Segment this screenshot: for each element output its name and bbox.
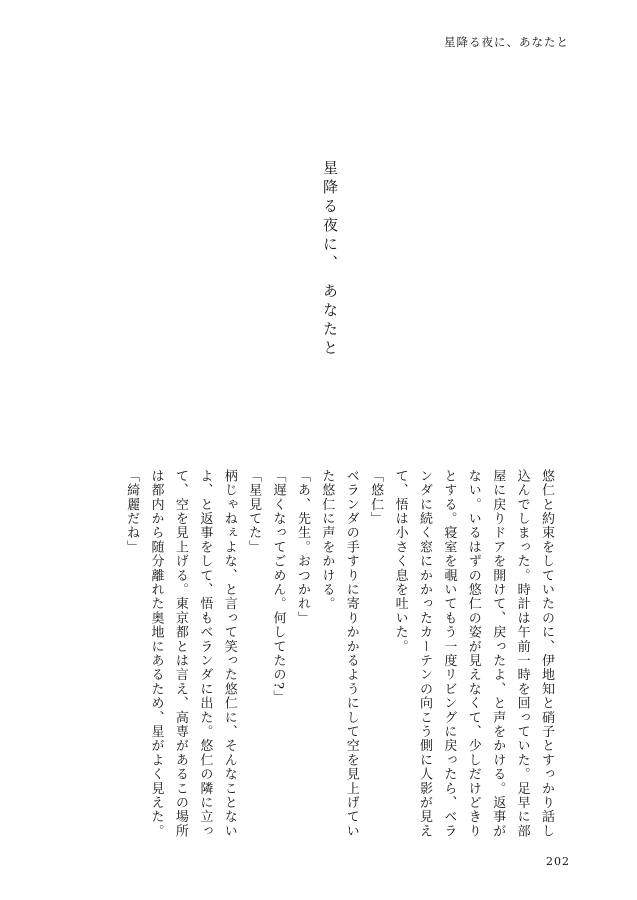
dialogue-line: 「遅くなってごめん。何してたの?」	[270, 469, 286, 705]
page-number: 202	[546, 855, 570, 868]
paragraph: ベランダの手すりに寄りかかるようにして空を見上げていた悠仁に声をかける。	[319, 469, 359, 839]
paragraph: 柄じゃねぇよな、と言って笑った悠仁に、そんなことないよ、と返事をして、悟もベランダに出た。悠仁の隣に立って、空を見上げる。東京都とは言え、高専があるこの場所は都内から随分離れた奥地にあるため、星がよく見えた。	[148, 469, 237, 839]
dialogue-line: 「あ、先生。おつかれ」	[294, 469, 310, 626]
dialogue-line: 「悠仁」	[368, 469, 384, 526]
body-text	[100, 469, 558, 849]
dialogue-line: 「星見てた」	[246, 469, 262, 555]
paragraph: 悠仁と約束をしていたのに、伊地知と硝子とすっかり話し込んでしまった。時計は午前一時を回っていた。足早に部屋に戻りドアを開けて、戻ったよ、と声をかける。返事がない。いるはずの悠仁の姿が見えなくて、少しだけどきりとする。寝室を覗いてもう一度リビングに戻ったら、ベランダに続く窓にかかったカーテンの向こう側に人影が見えて、悟は小さく息を吐いた。	[392, 469, 554, 839]
running-header: 星降る夜に、あなたと	[444, 35, 569, 49]
dialogue-line: 「綺麗だね」	[124, 469, 140, 555]
chapter-title: 星降る夜に、 あなたと	[321, 160, 339, 359]
